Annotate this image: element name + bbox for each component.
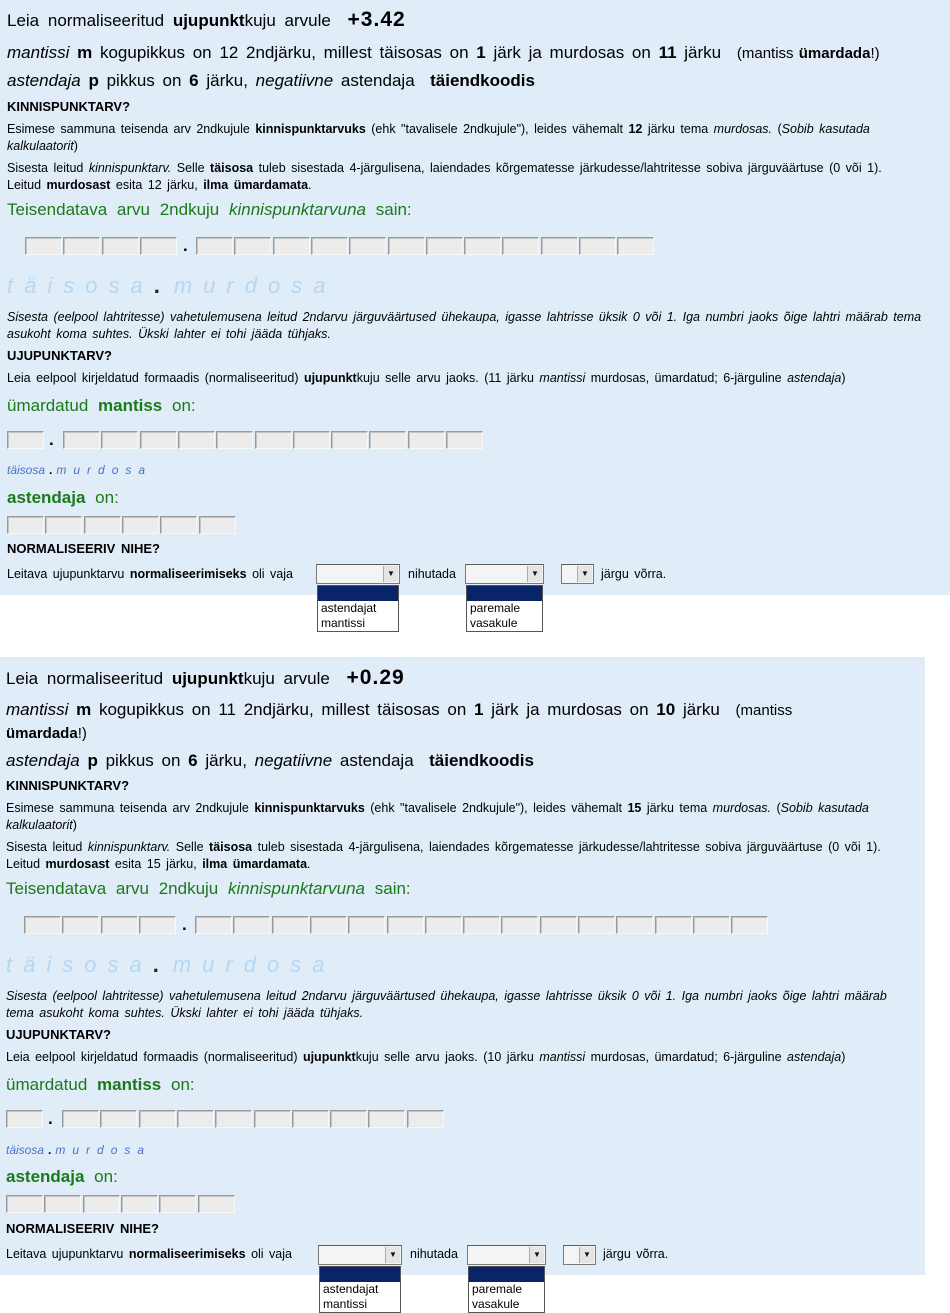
step1-a: Esimese sammuna teisenda arv 2ndkujule — [6, 801, 255, 815]
task-intro-bold: ujupunkt — [171, 669, 244, 688]
target-number: +0.29 — [346, 666, 405, 689]
option-exponent[interactable]: astendajat — [321, 601, 377, 615]
chevron-down-icon[interactable]: ▼ — [577, 566, 592, 582]
bit-input-cell[interactable] — [616, 916, 653, 934]
step1-calc-note: Sobib kasutada kalkulaatorit — [6, 801, 869, 832]
exponent-negative: negatiivne — [254, 751, 333, 770]
bit-input-cell[interactable] — [233, 916, 270, 934]
exercise-panel-2 — [0, 657, 925, 1275]
step2-it: kinnispunktarv. — [87, 840, 171, 854]
bit-input-cell[interactable] — [464, 237, 501, 255]
float-it: mantissi — [539, 371, 586, 385]
exponent-code: täiendkoodis — [430, 71, 535, 90]
step1-text — [6, 800, 911, 834]
bit-input-cell[interactable] — [102, 237, 139, 255]
bit-input-cell[interactable] — [62, 916, 99, 934]
bit-input-cell[interactable] — [255, 431, 292, 449]
float-b: kuju selle arvu jaoks. (11 järku — [356, 371, 540, 385]
option-left[interactable]: vasakule — [470, 616, 518, 630]
round-note-bold: ümardada — [798, 45, 871, 62]
exponent-negative: negatiivne — [255, 71, 334, 90]
float-instructions — [6, 1049, 845, 1066]
task-intro: Leia normaliseeritud — [7, 11, 165, 30]
chevron-down-icon[interactable]: ▼ — [385, 1247, 400, 1263]
bit-input-cell[interactable] — [368, 1110, 405, 1128]
bit-input-cell[interactable] — [579, 237, 616, 255]
mantissa-spec-end: järku — [682, 700, 720, 719]
fixed-point-title: KINNISPUNKTARV? — [7, 99, 131, 114]
float-bold: ujupunkt — [303, 371, 357, 385]
bit-input-cell[interactable] — [541, 237, 578, 255]
task-intro-rest: kuju arvule — [243, 669, 330, 688]
exercise-panel-1 — [0, 0, 950, 630]
norm-a: Leitava ujupunktarvu — [7, 567, 130, 581]
frac-digit-count: 10 — [656, 700, 676, 719]
mantissa-int-label: täisosa — [7, 463, 46, 477]
exponent-label-bold: astendaja — [6, 1167, 85, 1186]
bit-input-cell[interactable] — [177, 1110, 214, 1128]
bit-input-cell[interactable] — [330, 1110, 367, 1128]
round-note: (mantiss — [735, 702, 793, 719]
step1-bold: kinnispunktarvuks — [255, 122, 366, 136]
int-digit-count: 1 — [476, 43, 486, 62]
bit-input-cell[interactable] — [25, 237, 62, 255]
bit-input-cell[interactable] — [139, 916, 176, 934]
step1-bold: kinnispunktarvuks — [254, 801, 365, 815]
step3-b: esita 12 järku, — [110, 178, 204, 192]
bit-input-cell[interactable] — [655, 916, 692, 934]
mantissa-spec — [7, 42, 880, 65]
shift-amount-select[interactable] — [561, 564, 594, 584]
exponent-spec-text-2: järku, — [206, 71, 248, 90]
floating-point-title: UJUPUNKTARV? — [6, 1027, 111, 1042]
exponent-label-bold: astendaja — [7, 488, 86, 507]
bit-input-cell[interactable] — [195, 916, 232, 934]
step2-bold: täisosa — [210, 161, 254, 175]
mantissa-spec-text-2: järk ja murdosas on — [491, 700, 649, 719]
task-intro-bold: ujupunkt — [172, 11, 245, 30]
float-c: murdosas, ümardatud; 6-järguline — [585, 1050, 788, 1064]
step1-it: murdosas. — [713, 122, 773, 136]
mantissa-legend — [6, 1143, 151, 1157]
step3-c: . — [308, 178, 312, 192]
bit-input-cell[interactable] — [388, 237, 425, 255]
float-it2: astendaja — [787, 1050, 842, 1064]
step1-text — [7, 121, 937, 155]
exponent-spec-text: pikkus on — [106, 71, 182, 90]
bit-input-cell[interactable] — [408, 431, 445, 449]
float-it: mantissi — [539, 1050, 586, 1064]
step1-digits: 15 — [627, 801, 642, 815]
exponent-symbol: p — [88, 71, 99, 90]
bit-input-cell[interactable] — [44, 1195, 81, 1213]
exponent-code: täiendkoodis — [429, 751, 534, 770]
option-mantissa[interactable]: mantissi — [323, 1297, 368, 1311]
bit-input-cell[interactable] — [24, 916, 61, 934]
norm-bold: normaliseerimiseks — [128, 1247, 246, 1261]
bit-input-cell[interactable] — [349, 237, 386, 255]
int-digit-count: 1 — [474, 700, 484, 719]
step1-b: (ehk "tavalisele 2ndkujule"), leides vähemalt — [365, 122, 629, 136]
bit-input-cell[interactable] — [369, 431, 406, 449]
option-left[interactable]: vasakule — [472, 1297, 520, 1311]
exponent-spec-text-3: astendaja — [339, 751, 414, 770]
bit-input-cell[interactable] — [196, 237, 233, 255]
norm-shift-text: nihutada — [408, 567, 456, 581]
step1-e: ) — [72, 818, 77, 832]
rounded-a: ümardatud — [6, 1075, 88, 1094]
bit-input-cell[interactable] — [45, 516, 82, 534]
exponent-spec-text-2: järku, — [205, 751, 247, 770]
bit-input-cell[interactable] — [6, 1195, 43, 1213]
step2-b: Selle — [170, 840, 210, 854]
step1-a: Esimese sammuna teisenda arv 2ndkujule — [7, 122, 256, 136]
option-mantissa[interactable]: mantissi — [321, 616, 366, 630]
normalization-title: NORMALISEERIV NIHE? — [7, 541, 160, 556]
converted-label — [6, 879, 411, 899]
step2-it: kinnispunktarv. — [88, 161, 172, 175]
mantissa-spec-text: kogupikkus on 11 2ndjärku, millest täisosas on — [98, 700, 467, 719]
bit-input-cell[interactable] — [463, 916, 500, 934]
bit-input-cell[interactable] — [501, 916, 538, 934]
mantissa-int-label: täisosa — [6, 1143, 45, 1157]
floating-point-title: UJUPUNKTARV? — [7, 348, 112, 363]
bit-input-cell[interactable] — [234, 237, 271, 255]
bit-input-cell[interactable] — [216, 431, 253, 449]
mantissa-spec — [6, 699, 906, 745]
option-exponent[interactable]: astendajat — [323, 1282, 379, 1296]
step3-bold: murdosast — [45, 857, 110, 871]
mantissa-legend-dot: . — [49, 463, 53, 477]
mantissa-symbol: m — [77, 43, 93, 62]
step2-text — [7, 160, 937, 194]
bit-input-cell[interactable] — [446, 431, 483, 449]
selected-option-highlight[interactable] — [467, 586, 542, 601]
converted-label — [7, 200, 412, 220]
target-number: +3.42 — [347, 8, 406, 31]
mantissa-frac-label: murdosa — [55, 1143, 152, 1157]
chevron-down-icon[interactable]: ▼ — [527, 566, 542, 582]
float-b: kuju selle arvu jaoks. (10 järku — [355, 1050, 540, 1064]
mantissa-legend — [7, 463, 152, 477]
bit-input-cell[interactable] — [139, 1110, 176, 1128]
rounded-mantissa-label — [7, 396, 196, 416]
bit-input-cell[interactable] — [101, 431, 138, 449]
exponent-label-b: on: — [95, 488, 119, 507]
bit-input-cell[interactable] — [122, 516, 159, 534]
step1-digits: 12 — [628, 122, 643, 136]
step1-calc-note: Sobib kasutada kalkulaatorit — [7, 122, 870, 153]
bit-input-cell[interactable] — [331, 431, 368, 449]
bit-input-cell[interactable] — [121, 1195, 158, 1213]
fixed-legend — [6, 952, 335, 978]
step3-bold2: ilma ümardamata — [202, 857, 308, 871]
bit-input-cell[interactable] — [425, 916, 462, 934]
exponent-spec — [6, 750, 534, 772]
bit-input-cell[interactable] — [293, 431, 330, 449]
round-note-end: !) — [870, 45, 880, 62]
step3-c: . — [307, 857, 311, 871]
shift-target-options — [317, 585, 399, 632]
shift-amount-select[interactable] — [563, 1245, 596, 1265]
exponent-label-b: on: — [94, 1167, 118, 1186]
bit-input-cell[interactable] — [578, 916, 615, 934]
bit-input-cell[interactable] — [63, 431, 100, 449]
bit-input-cell[interactable] — [731, 916, 768, 934]
mantissa-spec-text: kogupikkus on 12 2ndjärku, millest täisosas on — [99, 43, 469, 62]
step2-a: Sisesta leitud — [7, 161, 89, 175]
frac-part-label: murdosa — [173, 273, 337, 298]
bit-input-cell[interactable] — [62, 1110, 99, 1128]
round-note-bold: ümardada — [6, 725, 78, 742]
mantissa-frac-label: murdosa — [56, 463, 153, 477]
bit-input-cell[interactable] — [199, 516, 236, 534]
norm-text — [7, 566, 293, 583]
task-heading — [7, 8, 406, 32]
norm-b: oli vaja — [246, 567, 293, 581]
exponent-spec — [7, 70, 535, 92]
frac-part-label: murdosa — [172, 952, 336, 977]
step1-it: murdosas. — [712, 801, 772, 815]
shift-direction-select[interactable] — [465, 564, 544, 584]
rounded-b: on: — [171, 1075, 195, 1094]
fill-note: Sisesta (eelpool lahtritesse) vahetulemusena leitud 2ndarvu järguväärtused ühekaupa, igasse lahtrisse üksik 0 või 1. Iga numbri jaoks õige lahtri määrab tema asukoht koma suhtes. Ükski lahter ei tohi jääda tühjaks. — [7, 310, 922, 341]
shift-direction-options — [466, 585, 543, 632]
int-part-label: täisosa — [7, 273, 154, 298]
step2-c: tuleb sisestada 4-järgulisena, laiendades kõrgematesse järkudesse/lahtritesse sobiva järguväärtuse (0 või 1). — [253, 161, 882, 175]
bit-input-cell[interactable] — [6, 1110, 43, 1128]
rounded-bold: mantiss — [98, 396, 163, 415]
norm-a: Leitava ujupunktarvu — [6, 1247, 129, 1261]
exponent-spec-text-3: astendaja — [340, 71, 415, 90]
shift-target-select[interactable] — [316, 564, 400, 584]
bit-input-cell[interactable] — [140, 237, 177, 255]
fixed-point-title: KINNISPUNKTARV? — [6, 778, 130, 793]
bit-input-cell[interactable] — [215, 1110, 252, 1128]
bit-input-cell[interactable] — [426, 237, 463, 255]
step2-bold: täisosa — [209, 840, 253, 854]
float-d: ) — [841, 371, 846, 385]
float-a: Leia eelpool kirjeldatud formaadis (normaliseeritud) — [7, 371, 304, 385]
converted-label-it: kinnispunktarvuna — [227, 879, 366, 898]
bit-input-cell[interactable] — [254, 1110, 291, 1128]
bit-input-cell[interactable] — [348, 916, 385, 934]
bit-input-cell[interactable] — [273, 237, 310, 255]
bit-input-cell[interactable] — [160, 516, 197, 534]
mantissa-word: mantissi — [7, 43, 70, 62]
task-intro: Leia normaliseeritud — [6, 669, 164, 688]
exponent-symbol: p — [87, 751, 98, 770]
step3-b: esita 15 järku, — [109, 857, 203, 871]
converted-label-it: kinnispunktarvuna — [228, 200, 367, 219]
selected-option-highlight[interactable] — [318, 586, 398, 601]
chevron-down-icon[interactable]: ▼ — [383, 566, 398, 582]
step3-a: Leitud — [6, 857, 46, 871]
mantissa-word: mantissi — [6, 700, 69, 719]
fixed-legend — [7, 273, 336, 299]
selected-option-highlight[interactable] — [469, 1267, 544, 1282]
shift-direction-select[interactable] — [467, 1245, 546, 1265]
converted-label-a: Teisendatava arvu 2ndkuju — [6, 879, 219, 898]
float-c: murdosas, ümardatud; 6-järguline — [585, 371, 788, 385]
rounded-mantissa-label — [6, 1075, 195, 1095]
rounded-a: ümardatud — [7, 396, 89, 415]
bit-input-cell[interactable] — [7, 431, 44, 449]
exponent-label — [7, 488, 119, 508]
step1-e: ) — [73, 139, 78, 153]
fixed-radix-point: . — [183, 236, 188, 255]
bit-input-cell[interactable] — [84, 516, 121, 534]
option-right[interactable]: paremale — [472, 1282, 523, 1296]
bit-input-cell[interactable] — [7, 516, 44, 534]
step2-c: tuleb sisestada 4-järgulisena, laiendades kõrgematesse järkudesse/lahtritesse sobiva järguväärtuse (0 või 1). — [252, 840, 881, 854]
mantissa-spec-text-2: järk ja murdosas on — [493, 43, 651, 62]
exponent-length: 6 — [189, 71, 199, 90]
float-a: Leia eelpool kirjeldatud formaadis (normaliseeritud) — [6, 1050, 303, 1064]
normalization-title: NORMALISEERIV NIHE? — [6, 1221, 159, 1236]
task-intro-rest: kuju arvule — [244, 11, 331, 30]
step3-bold2: ilma ümardamata — [203, 178, 309, 192]
bit-input-cell[interactable] — [83, 1195, 120, 1213]
exponent-word: astendaja — [6, 751, 80, 770]
mantissa-radix-point: . — [49, 430, 54, 449]
step2-a: Sisesta leitud — [6, 840, 88, 854]
frac-digit-count: 11 — [658, 43, 677, 62]
int-part-label: täisosa — [6, 952, 153, 977]
bit-input-cell[interactable] — [407, 1110, 444, 1128]
chevron-down-icon[interactable]: ▼ — [579, 1247, 594, 1263]
norm-end-text: järgu võrra. — [603, 1247, 669, 1261]
bit-input-cell[interactable] — [140, 431, 177, 449]
norm-bold: normaliseerimiseks — [129, 567, 247, 581]
float-it2: astendaja — [787, 371, 842, 385]
bit-input-cell[interactable] — [693, 916, 730, 934]
float-bold: ujupunkt — [302, 1050, 356, 1064]
shift-target-select[interactable] — [318, 1245, 402, 1265]
fill-note: Sisesta (eelpool lahtritesse) vahetulemusena leitud 2ndarvu järguväärtused ühekaupa, igasse lahtrisse üksik 0 või 1. Iga numbri jaoks õige lahtri määrab tema asukoht koma suhtes. Ükski lahter ei tohi jääda tühjaks. — [6, 989, 887, 1020]
shift-direction-options-2 — [468, 1266, 545, 1313]
task-heading — [6, 666, 405, 690]
bit-input-cell[interactable] — [100, 1110, 137, 1128]
legend-dot: . — [152, 952, 159, 977]
norm-end-text: järgu võrra. — [601, 567, 667, 581]
mantissa-radix-point: . — [48, 1109, 53, 1128]
converted-label-a: Teisendatava arvu 2ndkuju — [7, 200, 220, 219]
converted-label-b: sain: — [374, 879, 411, 898]
bit-input-cell[interactable] — [387, 916, 424, 934]
bit-input-cell[interactable] — [311, 237, 348, 255]
converted-label-b: sain: — [375, 200, 412, 219]
bit-input-cell[interactable] — [617, 237, 654, 255]
step1-c: järku tema — [641, 801, 713, 815]
step1-d: ( — [771, 801, 781, 815]
float-instructions — [7, 370, 846, 387]
step2-text — [6, 839, 911, 873]
mantissa-symbol: m — [76, 700, 92, 719]
bit-input-cell[interactable] — [63, 237, 100, 255]
exponent-length: 6 — [188, 751, 198, 770]
selected-option-highlight[interactable] — [320, 1267, 400, 1282]
norm-b: oli vaja — [245, 1247, 292, 1261]
bit-input-cell[interactable] — [101, 916, 138, 934]
step2-b: Selle — [171, 161, 211, 175]
mantissa-spec-end: järku — [684, 43, 722, 62]
exponent-label — [6, 1167, 118, 1187]
fixed-radix-point: . — [182, 915, 187, 934]
exponent-word: astendaja — [7, 71, 81, 90]
step3-a: Leitud — [7, 178, 47, 192]
bit-input-cell[interactable] — [310, 916, 347, 934]
step1-b: (ehk "tavalisele 2ndkujule"), leides vähemalt — [364, 801, 628, 815]
mantissa-legend-dot: . — [48, 1143, 52, 1157]
shift-target-options-2 — [319, 1266, 401, 1313]
step1-d: ( — [772, 122, 782, 136]
norm-text — [6, 1246, 292, 1263]
exponent-spec-text: pikkus on — [105, 751, 181, 770]
bit-input-cell[interactable] — [178, 431, 215, 449]
round-note-end: !) — [77, 725, 87, 742]
step3-bold: murdosast — [46, 178, 111, 192]
rounded-bold: mantiss — [97, 1075, 162, 1094]
bit-input-cell[interactable] — [159, 1195, 196, 1213]
float-d: ) — [841, 1050, 846, 1064]
bit-input-cell[interactable] — [292, 1110, 329, 1128]
legend-dot: . — [153, 273, 160, 298]
step1-c: järku tema — [642, 122, 714, 136]
chevron-down-icon[interactable]: ▼ — [529, 1247, 544, 1263]
norm-shift-text: nihutada — [410, 1247, 458, 1261]
rounded-b: on: — [172, 396, 196, 415]
round-note: (mantiss — [736, 45, 794, 62]
bit-input-cell[interactable] — [198, 1195, 235, 1213]
bit-input-cell[interactable] — [540, 916, 577, 934]
bit-input-cell[interactable] — [272, 916, 309, 934]
bit-input-cell[interactable] — [502, 237, 539, 255]
option-right[interactable]: paremale — [470, 601, 521, 615]
